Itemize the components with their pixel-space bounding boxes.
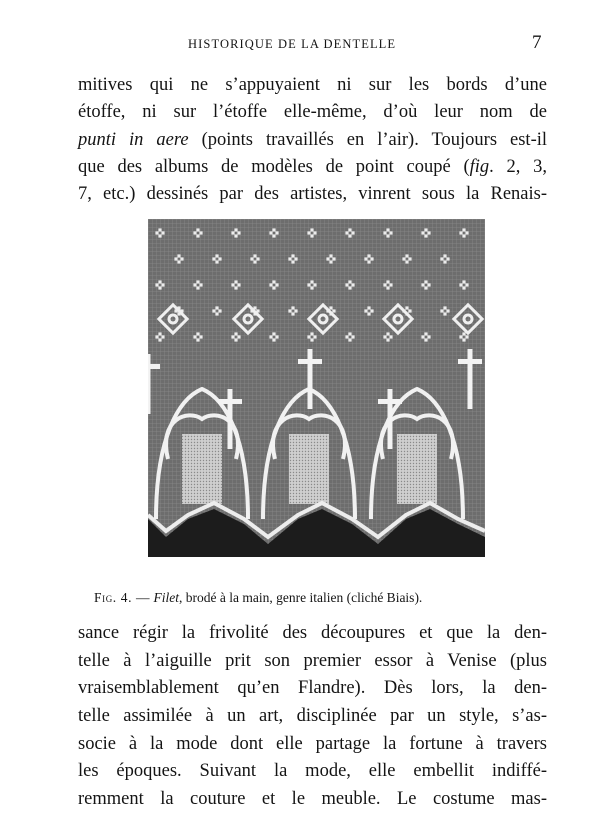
lace-figure-image bbox=[148, 219, 485, 557]
text-line: vraisemblablement qu’en Flandre). Dès lors, la den- bbox=[78, 678, 547, 699]
text-line: telle assimilée à un art, disciplinée par un style, s’as- bbox=[78, 706, 547, 727]
page-number: 7 bbox=[532, 32, 542, 53]
text-line: sance régir la frivolité des découpures et que la den- bbox=[78, 623, 547, 643]
running-head bbox=[0, 34, 598, 54]
figure-description: , brodé à la main, genre italien (cliché Biais). bbox=[179, 590, 423, 605]
figure-caption bbox=[94, 590, 544, 606]
text-line: telle à l’aiguille prit son premier essor à Venise (plus bbox=[78, 650, 547, 671]
text-line: les époques. Suivant la mode, elle embellit indiffé- bbox=[78, 761, 547, 782]
running-title: HISTORIQUE DE LA DENTELLE bbox=[188, 37, 397, 51]
text-line: étoffe, ni sur l’étoffe elle-même, d’où leur nom de bbox=[78, 102, 547, 123]
text-line: remment la couture et le meuble. Le costume mas- bbox=[78, 789, 547, 810]
filet-lace-illustration bbox=[148, 219, 485, 557]
paragraph-1 bbox=[78, 72, 547, 208]
paragraph-2 bbox=[78, 620, 547, 814]
figure-label: Fig. 4. — bbox=[94, 590, 151, 605]
figure-name: Filet bbox=[153, 590, 180, 605]
text-line: 7, etc.) dessinés par des artistes, vinrent sous la Renais- bbox=[78, 184, 547, 205]
text-line: que des albums de modèles de point coupé (fig. 2, 3, bbox=[78, 156, 547, 177]
text-line: mitives qui ne s’appuyaient ni sur les bords d’une bbox=[78, 75, 547, 95]
text-line: punti in aere (points travaillés en l’air). Toujours est-il bbox=[78, 129, 548, 150]
text-line: socie à la mode dont elle partage la fortune à travers bbox=[78, 733, 547, 754]
